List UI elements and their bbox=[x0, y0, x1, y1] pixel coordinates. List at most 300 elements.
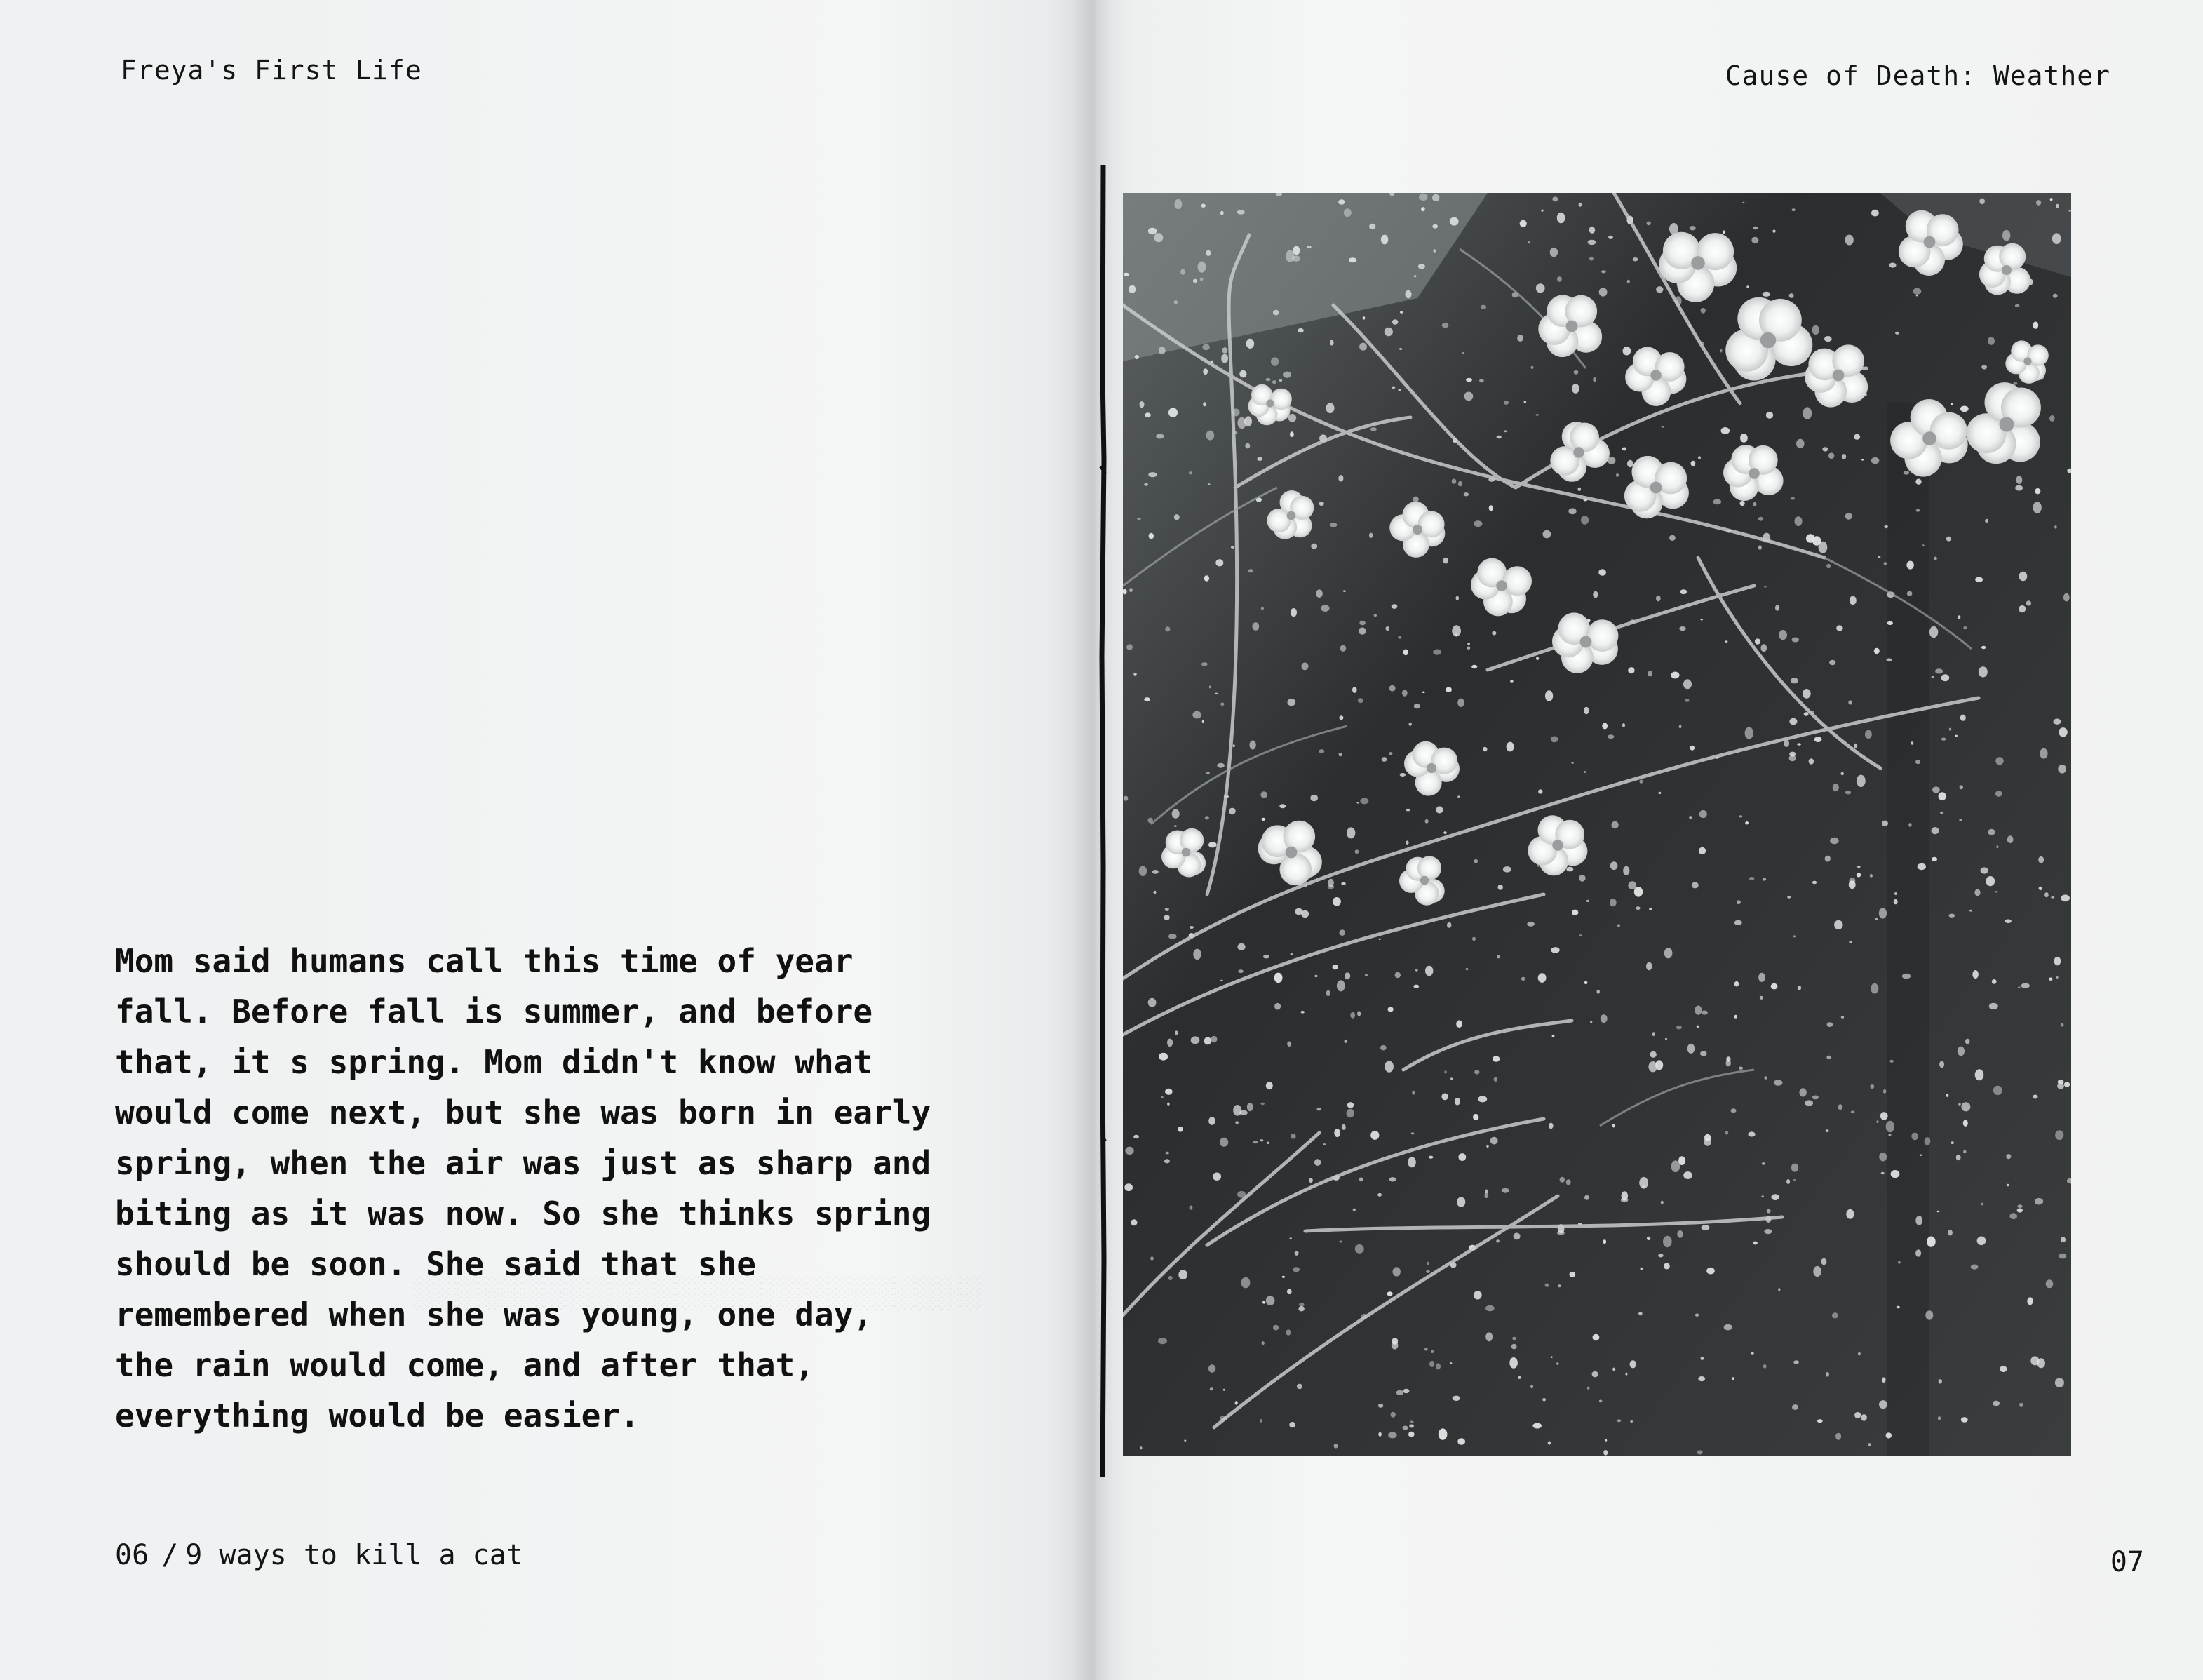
snow-fleck bbox=[1634, 887, 1643, 897]
snow-fleck bbox=[1388, 1432, 1396, 1438]
snow-fleck bbox=[1518, 1376, 1521, 1379]
snow-fleck bbox=[2007, 1184, 2009, 1187]
snow-fleck bbox=[1406, 809, 1410, 812]
snow-fleck bbox=[1167, 1103, 1170, 1106]
snow-fleck bbox=[1669, 535, 1676, 541]
snow-fleck bbox=[1597, 990, 1600, 994]
snow-fleck bbox=[1458, 1153, 1466, 1161]
snow-fleck bbox=[1617, 1419, 1621, 1422]
snow-fleck bbox=[1289, 1422, 1295, 1427]
snow-fleck bbox=[1946, 537, 1951, 542]
snow-fleck bbox=[1813, 1266, 1821, 1277]
running-header-left: Freya's First Life bbox=[121, 55, 422, 86]
snow-fleck bbox=[1739, 815, 1742, 817]
snow-fleck bbox=[1293, 1267, 1300, 1272]
snow-fleck bbox=[2056, 204, 2059, 208]
snow-fleck bbox=[1135, 355, 1139, 359]
snow-fleck bbox=[1200, 278, 1204, 281]
snow-fleck bbox=[1413, 985, 1419, 988]
snow-fleck bbox=[1835, 1433, 1841, 1440]
page-number-right: 07 bbox=[2110, 1546, 2144, 1578]
snow-fleck bbox=[1209, 685, 1211, 688]
snow-fleck bbox=[1457, 1438, 1465, 1445]
snow-fleck bbox=[1830, 838, 1839, 845]
snow-fleck bbox=[1502, 1188, 1509, 1193]
snow-fleck bbox=[1524, 401, 1527, 403]
snow-fleck bbox=[1623, 866, 1629, 875]
blossom-icon bbox=[1979, 243, 2030, 295]
snow-fleck bbox=[1932, 857, 1937, 861]
snow-fleck bbox=[1915, 1249, 1921, 1256]
snow-fleck bbox=[1184, 1440, 1186, 1442]
snow-fleck bbox=[1357, 1011, 1361, 1016]
snow-fleck bbox=[1814, 737, 1822, 742]
snow-fleck bbox=[1206, 772, 1210, 774]
snow-fleck bbox=[1849, 881, 1856, 889]
snow-fleck bbox=[1774, 1080, 1783, 1086]
snow-fleck bbox=[1786, 1179, 1790, 1184]
snow-fleck bbox=[1745, 821, 1749, 825]
snow-fleck bbox=[1608, 734, 1614, 739]
snow-fleck bbox=[1266, 378, 1271, 381]
snow-fleck bbox=[1536, 657, 1539, 660]
snow-fleck bbox=[1360, 798, 1368, 804]
snow-fleck bbox=[1347, 1109, 1354, 1117]
snow-fleck bbox=[1826, 1372, 1829, 1377]
snow-fleck bbox=[1257, 457, 1262, 461]
snow-fleck bbox=[1680, 589, 1687, 594]
snow-fleck bbox=[2061, 894, 2070, 901]
snow-fleck bbox=[1809, 758, 1814, 765]
snow-fleck bbox=[1958, 615, 1960, 619]
snow-fleck bbox=[1290, 1237, 1292, 1239]
snow-fleck bbox=[1178, 1270, 1187, 1279]
snow-fleck bbox=[1464, 492, 1469, 496]
snow-fleck bbox=[1291, 608, 1297, 617]
snow-fleck bbox=[1804, 712, 1809, 716]
snow-fleck bbox=[1771, 1194, 1779, 1200]
snow-fleck bbox=[1190, 926, 1194, 929]
snow-fleck bbox=[1412, 1091, 1415, 1095]
snow-fleck bbox=[1548, 1441, 1551, 1444]
snow-fleck bbox=[1206, 250, 1211, 256]
snow-fleck bbox=[1300, 1011, 1305, 1014]
snow-fleck bbox=[1337, 980, 1345, 991]
snow-fleck bbox=[1734, 981, 1739, 987]
snow-fleck bbox=[1347, 1102, 1354, 1108]
snow-fleck bbox=[1402, 690, 1408, 697]
snow-fleck bbox=[1549, 1123, 1553, 1129]
snow-fleck bbox=[1799, 1088, 1806, 1096]
snow-fleck bbox=[1301, 663, 1308, 671]
snow-fleck bbox=[1913, 288, 1921, 295]
snow-fleck bbox=[1380, 1045, 1387, 1051]
snow-fleck bbox=[1221, 354, 1228, 363]
snow-fleck bbox=[1955, 735, 1958, 737]
snow-fleck bbox=[1204, 575, 1209, 581]
snow-fleck bbox=[1338, 199, 1345, 204]
snow-fleck bbox=[1140, 401, 1145, 408]
snow-fleck bbox=[1918, 863, 1926, 871]
snow-fleck bbox=[1389, 752, 1392, 755]
snow-fleck bbox=[1517, 335, 1523, 342]
snow-fleck bbox=[1542, 1398, 1546, 1402]
snow-fleck bbox=[1248, 569, 1253, 572]
snow-fleck bbox=[1972, 970, 1979, 979]
snow-fleck bbox=[1299, 1303, 1305, 1307]
snow-fleck bbox=[1683, 1171, 1692, 1179]
snow-fleck bbox=[1355, 1244, 1364, 1254]
snow-fleck bbox=[1665, 1038, 1667, 1040]
snow-fleck bbox=[1765, 1076, 1767, 1080]
snow-fleck bbox=[1359, 343, 1367, 351]
snow-fleck bbox=[1658, 1254, 1663, 1257]
snow-fleck bbox=[1778, 1288, 1780, 1291]
snow-fleck bbox=[1342, 1124, 1346, 1130]
snow-fleck bbox=[1916, 509, 1920, 512]
snow-fleck bbox=[1490, 1137, 1498, 1145]
snow-fleck bbox=[1889, 263, 1896, 268]
snow-fleck bbox=[1241, 1277, 1251, 1289]
snow-fleck bbox=[1898, 1261, 1901, 1264]
snow-fleck bbox=[1792, 208, 1796, 211]
snow-fleck bbox=[1996, 845, 1998, 848]
snow-fleck bbox=[1156, 434, 1164, 438]
snow-fleck bbox=[1908, 823, 1911, 827]
story-line: Mom said humans call this time of year bbox=[115, 942, 854, 980]
snow-fleck bbox=[1287, 1042, 1291, 1047]
snow-fleck bbox=[1725, 640, 1727, 643]
snow-fleck bbox=[1939, 792, 1946, 800]
snow-fleck bbox=[1433, 650, 1441, 655]
snow-fleck bbox=[1605, 1439, 1607, 1442]
snow-fleck bbox=[1374, 614, 1377, 617]
snow-fleck bbox=[1951, 1141, 1954, 1144]
snow-fleck bbox=[1683, 679, 1692, 689]
snow-fleck bbox=[1622, 723, 1625, 727]
snow-fleck bbox=[1656, 286, 1663, 293]
snow-fleck bbox=[1452, 625, 1461, 636]
snow-fleck bbox=[1960, 785, 1963, 789]
snow-fleck bbox=[1531, 366, 1534, 369]
snow-fleck bbox=[1447, 922, 1451, 928]
snow-fleck bbox=[1854, 434, 1860, 440]
snow-fleck bbox=[1739, 1067, 1743, 1070]
snow-fleck bbox=[2021, 983, 2030, 988]
story-line: everything would be easier. bbox=[115, 1397, 640, 1434]
snow-fleck bbox=[1358, 698, 1363, 703]
snow-fleck bbox=[1474, 1291, 1482, 1299]
snow-fleck bbox=[1208, 1364, 1215, 1373]
snow-fleck bbox=[1345, 1040, 1348, 1043]
snow-fleck bbox=[1267, 1142, 1269, 1144]
snow-fleck bbox=[1677, 1230, 1683, 1238]
snow-fleck bbox=[1168, 934, 1177, 939]
snow-fleck bbox=[1291, 953, 1293, 955]
snow-fleck bbox=[2017, 1208, 2023, 1212]
snow-fleck bbox=[1350, 1012, 1355, 1019]
snow-fleck bbox=[1414, 704, 1420, 708]
snow-fleck bbox=[1894, 892, 1897, 895]
snow-fleck bbox=[1379, 939, 1381, 940]
snow-fleck bbox=[1282, 1276, 1285, 1278]
snow-fleck bbox=[1791, 1164, 1798, 1172]
snow-fleck bbox=[1789, 752, 1796, 757]
snow-fleck bbox=[2017, 1204, 2022, 1208]
snow-fleck bbox=[1333, 897, 1341, 906]
snow-fleck bbox=[1870, 874, 1873, 878]
snow-fleck bbox=[1339, 929, 1345, 936]
snow-fleck bbox=[1701, 619, 1703, 620]
snow-fleck bbox=[1689, 816, 1692, 819]
snow-fleck bbox=[1389, 1177, 1396, 1181]
snow-fleck bbox=[1220, 1138, 1228, 1147]
snow-fleck bbox=[1408, 1432, 1415, 1437]
snow-fleck bbox=[1560, 1177, 1565, 1183]
snow-fleck bbox=[1817, 1419, 1823, 1423]
snow-fleck bbox=[1144, 483, 1148, 486]
snow-fleck bbox=[1821, 1258, 1826, 1265]
snow-fleck bbox=[1557, 276, 1562, 281]
story-line: should be soon. She said that she bbox=[115, 1245, 756, 1283]
snow-fleck bbox=[1793, 1179, 1796, 1181]
snow-fleck bbox=[2054, 957, 2061, 965]
snow-fleck bbox=[1349, 257, 1356, 262]
snow-fleck bbox=[1691, 461, 1696, 466]
snow-fleck bbox=[1796, 439, 1805, 448]
snow-fleck bbox=[1353, 1209, 1356, 1211]
snow-fleck bbox=[1941, 738, 1946, 741]
snow-fleck bbox=[1344, 208, 1352, 217]
snow-fleck bbox=[1753, 502, 1757, 506]
snow-fleck bbox=[1395, 972, 1401, 978]
snow-fleck bbox=[1328, 879, 1333, 887]
snow-fleck bbox=[1630, 1360, 1636, 1368]
snow-fleck bbox=[1988, 337, 1995, 345]
snow-fleck bbox=[1144, 697, 1150, 701]
snow-fleck bbox=[1253, 1141, 1258, 1143]
snow-fleck bbox=[1763, 1364, 1767, 1369]
snow-fleck bbox=[1167, 1039, 1173, 1047]
snow-fleck bbox=[2058, 1080, 2064, 1084]
snow-fleck bbox=[1352, 687, 1357, 693]
snow-fleck bbox=[1886, 1432, 1892, 1438]
snow-fleck bbox=[1483, 747, 1487, 752]
snow-fleck bbox=[1429, 1361, 1434, 1367]
snow-fleck bbox=[1168, 1276, 1173, 1280]
snow-fleck bbox=[1579, 934, 1582, 936]
snow-fleck bbox=[1464, 392, 1474, 401]
snow-fleck bbox=[1213, 1173, 1221, 1181]
snow-fleck bbox=[1319, 502, 1324, 506]
snow-fleck bbox=[1599, 288, 1608, 297]
snow-fleck bbox=[2000, 1366, 2007, 1372]
snow-fleck bbox=[1602, 723, 1608, 730]
snow-fleck bbox=[2039, 887, 2042, 890]
snow-fleck bbox=[1937, 1211, 1940, 1212]
snow-fleck bbox=[1761, 1195, 1764, 1197]
snow-fleck bbox=[1977, 1237, 1986, 1246]
snow-fleck bbox=[1536, 283, 1545, 293]
snow-fleck bbox=[1589, 227, 1596, 234]
snow-fleck bbox=[1879, 1153, 1887, 1162]
snow-fleck bbox=[1334, 1444, 1338, 1448]
snow-fleck bbox=[1995, 757, 2004, 765]
snow-fleck bbox=[1172, 809, 1180, 819]
snow-fleck bbox=[1486, 1145, 1488, 1148]
snow-fleck bbox=[1425, 819, 1429, 824]
snow-fleck bbox=[1545, 1284, 1549, 1287]
snow-fleck bbox=[1532, 1423, 1542, 1429]
snow-fleck bbox=[1316, 1108, 1321, 1110]
snow-fleck bbox=[1206, 431, 1215, 441]
snow-fleck bbox=[1630, 1420, 1633, 1423]
snow-fleck bbox=[1552, 1035, 1555, 1037]
snow-fleck bbox=[1586, 900, 1589, 902]
snow-fleck bbox=[1343, 590, 1346, 592]
snow-fleck bbox=[1960, 715, 1966, 721]
snow-fleck bbox=[1940, 812, 1943, 814]
snow-fleck bbox=[1939, 1379, 1942, 1383]
snow-fleck bbox=[1295, 908, 1303, 915]
snow-fleck bbox=[1812, 881, 1817, 884]
snow-fleck bbox=[1569, 1272, 1575, 1277]
snow-fleck bbox=[1178, 1127, 1183, 1132]
snow-fleck bbox=[1203, 402, 1206, 406]
snow-fleck bbox=[1124, 1183, 1133, 1191]
snow-fleck bbox=[1174, 300, 1178, 304]
snow-fleck bbox=[1622, 448, 1626, 451]
snow-fleck bbox=[1883, 1089, 1887, 1094]
snow-fleck bbox=[1825, 856, 1831, 862]
snow-fleck bbox=[1509, 1357, 1518, 1369]
snow-fleck bbox=[1935, 668, 1943, 673]
snow-fleck bbox=[1698, 456, 1701, 459]
snow-fleck bbox=[1871, 457, 1879, 464]
snow-fleck bbox=[1579, 875, 1586, 882]
snow-fleck bbox=[1152, 870, 1159, 874]
snow-fleck bbox=[1260, 1139, 1264, 1141]
snow-fleck bbox=[1995, 791, 2002, 797]
snow-fleck bbox=[1174, 514, 1180, 520]
snow-fleck bbox=[1363, 316, 1366, 319]
snow-fleck bbox=[1551, 947, 1559, 953]
snow-fleck bbox=[1767, 1209, 1771, 1214]
snow-fleck bbox=[1298, 328, 1304, 332]
snow-fleck bbox=[1846, 1209, 1854, 1219]
snow-fleck bbox=[1332, 965, 1338, 969]
snow-fleck bbox=[1760, 996, 1763, 1000]
snow-fleck bbox=[1424, 1348, 1428, 1351]
snow-fleck bbox=[1938, 1416, 1941, 1420]
snow-fleck bbox=[2055, 1130, 2063, 1140]
snow-fleck bbox=[1956, 1155, 1961, 1161]
snow-fleck bbox=[1297, 1384, 1302, 1390]
snow-fleck bbox=[1175, 199, 1183, 209]
snow-fleck bbox=[1261, 607, 1264, 610]
snow-fleck bbox=[1153, 891, 1156, 894]
snow-fleck bbox=[1541, 210, 1543, 212]
snow-fleck bbox=[1378, 1432, 1382, 1437]
snow-fleck bbox=[2019, 605, 2026, 612]
snow-fleck bbox=[1457, 1197, 1465, 1207]
snow-fleck bbox=[1740, 501, 1745, 506]
snow-fleck bbox=[1198, 262, 1206, 273]
snow-fleck bbox=[1961, 1102, 1970, 1111]
snow-fleck bbox=[2027, 1297, 2033, 1305]
snow-fleck bbox=[1496, 1239, 1500, 1242]
snow-fleck bbox=[1504, 401, 1509, 405]
snow-fleck bbox=[2046, 1279, 2054, 1288]
snow-fleck bbox=[2002, 230, 2010, 241]
snow-fleck bbox=[1692, 882, 1699, 888]
snow-fleck bbox=[1266, 1296, 1275, 1305]
snow-fleck bbox=[1520, 220, 1527, 227]
snow-fleck bbox=[1245, 443, 1250, 449]
snow-fleck bbox=[2016, 476, 2023, 484]
snow-fleck bbox=[1210, 1387, 1213, 1390]
snow-fleck bbox=[1400, 773, 1406, 777]
snow-fleck bbox=[1612, 1368, 1615, 1371]
snow-fleck bbox=[1655, 1060, 1663, 1070]
snow-fleck bbox=[1690, 226, 1696, 230]
snow-fleck bbox=[1963, 626, 1967, 629]
snow-fleck bbox=[1625, 1373, 1627, 1376]
running-header-right: Cause of Death: Weather bbox=[1725, 60, 2110, 91]
snow-fleck bbox=[1951, 403, 1953, 405]
snow-fleck bbox=[1498, 885, 1503, 890]
snow-fleck bbox=[1882, 821, 1888, 827]
snow-fleck bbox=[1925, 1137, 1931, 1145]
snow-fleck bbox=[1175, 1030, 1178, 1035]
snow-fleck bbox=[1425, 966, 1433, 976]
snow-fleck bbox=[1148, 998, 1157, 1007]
snow-fleck bbox=[1753, 227, 1758, 230]
snow-fleck bbox=[1356, 802, 1359, 804]
snow-fleck bbox=[1455, 1098, 1460, 1106]
snow-fleck bbox=[1822, 447, 1828, 451]
snow-fleck bbox=[1330, 523, 1337, 527]
snow-fleck bbox=[1993, 1086, 2002, 1095]
snow-fleck bbox=[2058, 765, 2066, 774]
snow-fleck bbox=[2013, 382, 2017, 385]
snow-fleck bbox=[1699, 847, 1706, 854]
snow-fleck bbox=[2054, 719, 2061, 725]
snow-fleck bbox=[1456, 596, 1460, 600]
snow-fleck bbox=[1409, 1425, 1414, 1428]
snow-fleck bbox=[1503, 866, 1511, 873]
snow-fleck bbox=[1723, 231, 1725, 234]
snow-fleck bbox=[1731, 1108, 1737, 1113]
snow-fleck bbox=[1426, 1270, 1430, 1273]
snow-fleck bbox=[1858, 1352, 1861, 1356]
snow-fleck bbox=[1217, 763, 1225, 768]
snow-fleck bbox=[1369, 224, 1375, 229]
snow-fleck bbox=[1701, 1357, 1704, 1360]
snow-fleck bbox=[1824, 336, 1832, 342]
snow-fleck bbox=[1453, 1396, 1460, 1401]
snow-fleck bbox=[1720, 349, 1723, 352]
snow-fleck bbox=[1467, 643, 1470, 645]
snow-fleck bbox=[2053, 294, 2058, 298]
snow-fleck bbox=[1208, 1117, 1215, 1125]
snow-fleck bbox=[1341, 882, 1345, 885]
snow-fleck bbox=[1271, 357, 1279, 366]
snow-fleck bbox=[1640, 1268, 1643, 1270]
snow-fleck bbox=[1129, 588, 1133, 592]
snow-fleck bbox=[1789, 718, 1797, 725]
snow-fleck bbox=[1751, 237, 1758, 243]
